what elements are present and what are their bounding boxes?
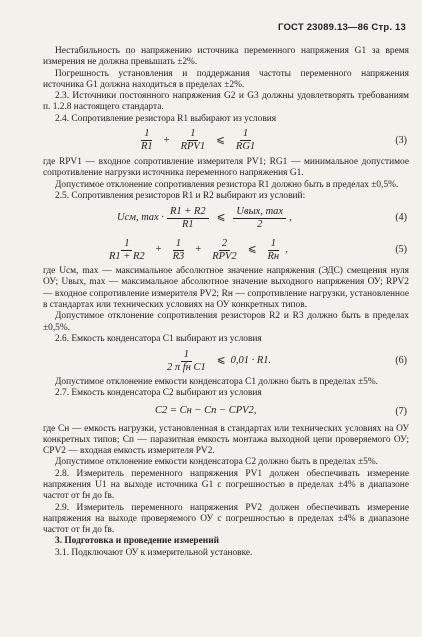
paragraph: 3.1. Подключают ОУ к измерительной установке. xyxy=(55,547,253,558)
equation-5: $\frac{1}{R1 + R2}$ + $\frac{1}{R3}$ + $\frac{2}{\text{RPV2}}$ ⩽ $\frac{1}{Rн}$ , (5) xyxy=(109,237,407,262)
paragraph: Допустимое отклонение сопротивления резисторов R2 и R3 должно быть в пределах ±0,5%. xyxy=(43,311,409,333)
equation-6: $\frac{1}{\text{2 π fн C1}}$ ⩽ 0,01 · R1. (6) xyxy=(167,348,407,373)
equation-number: (4) xyxy=(395,212,407,224)
equation-number: (7) xyxy=(395,405,407,417)
equation-number: (3) xyxy=(395,134,407,146)
paragraph: где Uсм, max — максимальное абсолютное значение напряжения (ЭДС) смещения нуля ОУ; Uвых, max — максимальное абсолютное значение выходного напряжения ОУ; RPV2 — входное сопротивление измерителя PV2; Rн — сопротивление нагрузки, установленное в стандартах или технических условиях на ОУ конкретных типов. xyxy=(43,266,409,310)
paragraph: Допустимое отклонение сопротивления резистора R1 должно быть в пределах ±0,5%. xyxy=(55,179,399,190)
paragraph: 2.6. Емкость конденсатора C1 выбирают из условия xyxy=(55,333,262,344)
document-body xyxy=(43,46,409,559)
equation-number: (5) xyxy=(395,244,407,256)
paragraph: где RPV1 — входное сопротивление измерителя PV1; RG1 — минимальное допустимое сопротивление нагрузки источника переменного напряжения G1. xyxy=(43,156,409,179)
page-header: ГОСТ 23089.13—86 Стр. 13 xyxy=(277,22,406,33)
equation-number: (6) xyxy=(395,355,407,367)
paragraph: Допустимое отклонение емкости конденсатора C2 должно быть в пределах ±5%. xyxy=(55,457,378,468)
paragraph: где Cн — емкость нагрузки, установленная в стандартах или технических условиях на ОУ конкретных типов; Cп — паразитная емкость монтажа выходной цепи проверяемого ОУ; CPV2 — входная емкость измерителя PV2. xyxy=(43,423,409,457)
section-heading: 3. Подготовка и проведение измерений xyxy=(55,536,219,547)
paragraph: Погрешность установления и поддержания частоты переменного напряжения источника G1 должна находиться в пределах ±2%. xyxy=(43,68,409,90)
paragraph: Нестабильность по напряжению источника переменного напряжения G1 за время измерения не должна превышать ±2%. xyxy=(43,46,409,68)
paragraph: 2.9. Измеритель переменного напряжения PV2 должен обеспечивать измерение напряжения на выходе проверяемого ОУ с погрешностью в пределах ±4% в диапазоне частот от fн до fв. xyxy=(43,502,409,536)
equation-3: $\frac{1}{R1}$ + $\frac{1}{\text{RPV1}}$ ⩽ $\frac{1}{RG1}$ (3) xyxy=(141,128,407,153)
paragraph: 2.4. Сопротивление резистора R1 выбирают из условия xyxy=(55,113,277,124)
equation-7: C2 = Cн − Cп − CPV2, (7) xyxy=(155,405,407,417)
paragraph: 2.5. Сопротивления резисторов R1 и R2 выбирают из условий: xyxy=(55,190,306,201)
equation-4: Uсм, max · $\frac{R1 + R2}{R1}$ ⩽ $\frac{\text{Uвых, max}}{2}$ , (4) xyxy=(117,205,407,230)
paragraph: 2.8. Измеритель переменного напряжения PV1 должен обеспечивать измерение напряжения U1 на выходе источника G1 с погрешностью в пределах ±4% в диапазоне частот от fн до fв. xyxy=(43,468,409,502)
paragraph: 2.7. Емкость конденсатора C2 выбирают из условия xyxy=(55,388,262,399)
paragraph: Допустимое отклонение емкости конденсатора C1 должно быть в пределах ±5%. xyxy=(55,377,378,388)
paragraph: 2.3. Источники постоянного напряжения G2 и G3 должны удовлетворять требованиям п. 1.2.8 настоящего стандарта. xyxy=(43,91,409,113)
